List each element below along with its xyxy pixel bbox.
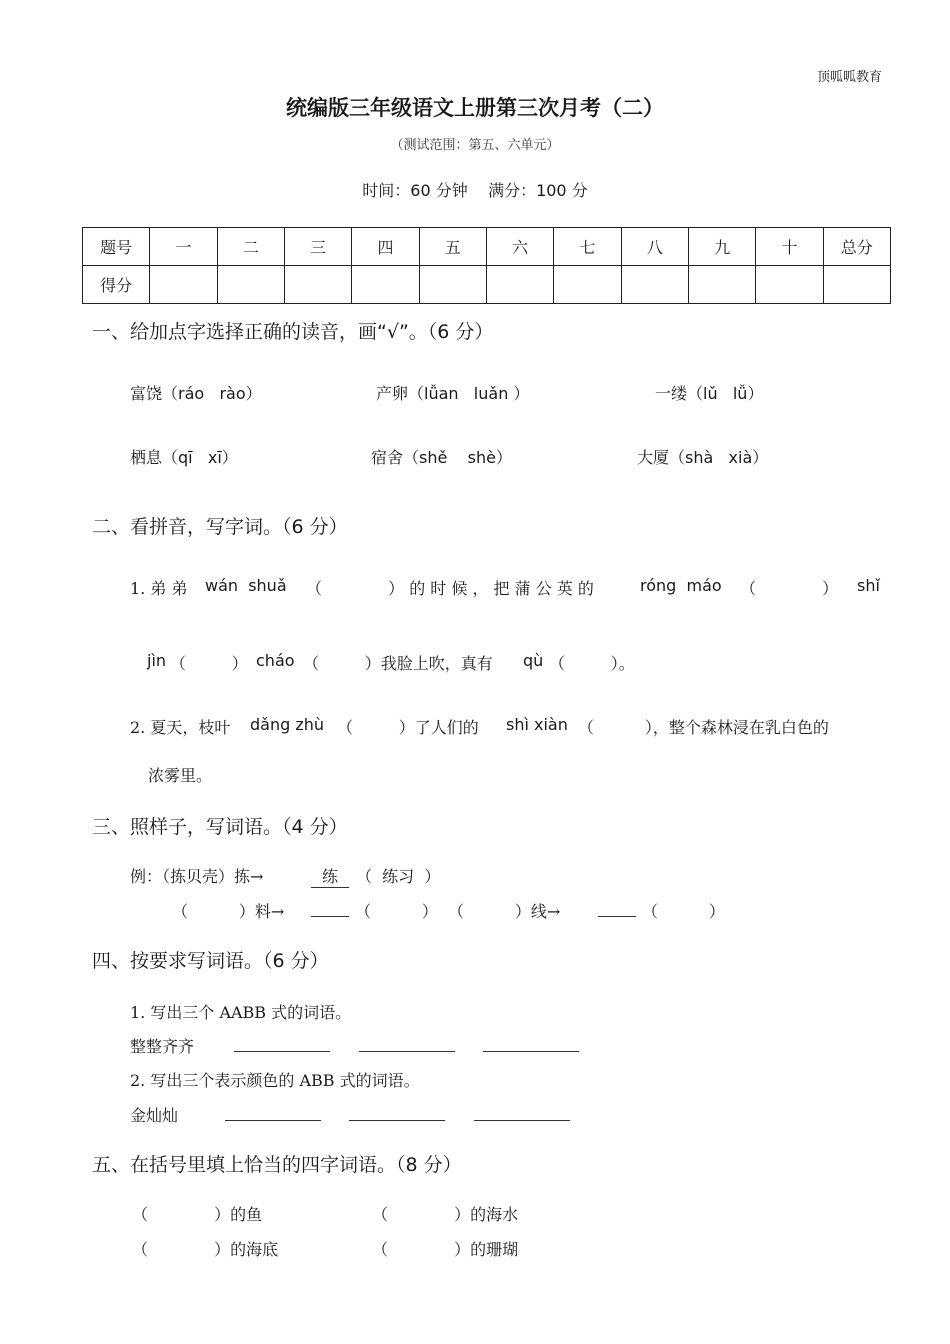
pronunciation-item [637, 445, 768, 468]
score-cell[interactable] [756, 266, 823, 304]
pinyin-text: wán shuǎ [205, 576, 287, 595]
brand-label: 顶呱呱教育 [816, 70, 882, 85]
example-tail: （ 练习 ） [356, 867, 441, 886]
section2-heading: 二、看拼音，写字词。（6 分） [92, 516, 348, 538]
q2-2-line1-middle: （ ）了人们的 [337, 718, 479, 737]
item-word: 宿舍 [371, 448, 404, 467]
pronunciation-item [655, 381, 763, 404]
pronunciation-item [130, 381, 262, 404]
table-cell: 题号 [83, 228, 150, 266]
item-word: 产卵 [376, 384, 409, 403]
answer-line[interactable] [483, 1051, 579, 1052]
q4-1: 1. 写出三个 AABB 式的词语。 [130, 1003, 352, 1022]
item-word: 一缕 [655, 384, 688, 403]
fill-item[interactable]: （ ）的海底 [132, 1240, 279, 1259]
score-cell[interactable] [823, 266, 890, 304]
section4-heading: 四、按要求写词语。（6 分） [92, 950, 329, 972]
time-score-info: 时间：60 分钟 满分：100 分 [362, 181, 588, 200]
example-line: 例：（拣贝壳）拣→ [130, 867, 264, 886]
fill-item[interactable]: （ ）的海水 [372, 1205, 519, 1224]
answer-line[interactable] [311, 916, 349, 917]
section5-heading: 五、在括号里填上恰当的四字词语。（8 分） [92, 1154, 462, 1176]
q4-2: 2. 写出三个表示颜色的 ABB 式的词语。 [130, 1071, 420, 1090]
table-cell: 得分 [83, 266, 150, 304]
answer-line[interactable] [225, 1120, 321, 1121]
pinyin-text: róng máo [640, 576, 722, 595]
answer-line[interactable] [234, 1051, 330, 1052]
answer-blank[interactable]: （ ）。 [549, 654, 635, 673]
score-cell[interactable] [217, 266, 284, 304]
table-cell: 二 [217, 228, 284, 266]
fill-item[interactable]: （ ）的珊瑚 [372, 1240, 519, 1259]
item-word: 富饶 [130, 384, 163, 403]
pinyin-text: cháo [256, 651, 295, 670]
example-answer: 练 [311, 864, 349, 888]
section3-heading: 三、照样子，写词语。（4 分） [92, 816, 348, 838]
q2-1-line1-middle: （ ） 的 时 候 ， 把 蒲 公 英 的 [306, 579, 594, 598]
item-options[interactable]: （ráo rào） [162, 384, 262, 403]
table-cell: 六 [486, 228, 553, 266]
answer-blank[interactable]: （ ） [170, 654, 248, 673]
answer-line[interactable] [474, 1120, 570, 1121]
practice-middle[interactable]: （ ） （ ）线→ [355, 902, 561, 921]
item-options[interactable]: （qī xī） [162, 448, 238, 467]
q2-1-line2-middle: （ ）我脸上吹，真有 [303, 654, 493, 673]
score-table-header-row [83, 228, 891, 266]
page-subtitle: （测试范围：第五、六单元） [390, 138, 560, 153]
score-table-score-row [83, 266, 891, 304]
pinyin-text: shǐ [857, 576, 880, 595]
table-cell: 一 [150, 228, 217, 266]
table-cell: 九 [688, 228, 755, 266]
score-cell[interactable] [284, 266, 351, 304]
item-options[interactable]: （lǚan luǎn ） [408, 384, 530, 403]
answer-line[interactable] [598, 916, 636, 917]
pinyin-text: jìn [147, 651, 167, 670]
item-word: 栖息 [130, 448, 163, 467]
score-cell[interactable] [688, 266, 755, 304]
fill-item[interactable]: （ ）的鱼 [132, 1205, 263, 1224]
pinyin-text: qù [523, 651, 544, 670]
table-cell: 七 [554, 228, 621, 266]
score-table [82, 227, 891, 304]
pronunciation-item [130, 445, 238, 468]
item-options[interactable]: （shě shè） [403, 448, 513, 467]
answer-blank[interactable]: （ ） [740, 579, 839, 598]
practice-tail[interactable]: （ ） [642, 902, 725, 921]
q4-1-example: 整整齐齐 [130, 1037, 195, 1056]
score-cell[interactable] [419, 266, 486, 304]
page-title: 统编版三年级语文上册第三次月考（二） [286, 96, 664, 120]
table-cell: 五 [419, 228, 486, 266]
score-cell[interactable] [554, 266, 621, 304]
item-options[interactable]: （shà xià） [669, 448, 769, 467]
q2-2-line2: 浓雾里。 [148, 766, 213, 785]
table-cell: 三 [284, 228, 351, 266]
q4-2-example: 金灿灿 [130, 1106, 179, 1125]
score-cell[interactable] [621, 266, 688, 304]
q2-2-line1: 2. 夏天，枝叶 [130, 718, 231, 737]
pinyin-text: shì xiàn [506, 715, 568, 734]
score-cell[interactable] [486, 266, 553, 304]
table-cell: 八 [621, 228, 688, 266]
pinyin-text: dǎng zhù [250, 715, 325, 734]
item-options[interactable]: （lǔ lǚ） [687, 384, 764, 403]
item-word: 大厦 [637, 448, 670, 467]
pronunciation-item [376, 381, 529, 404]
table-cell: 总分 [823, 228, 890, 266]
section1-heading: 一、给加点字选择正确的读音，画“√”。（6 分） [92, 321, 494, 343]
q2-2-line1-tail: （ ），整个森林浸在乳白色的 [578, 718, 829, 737]
score-cell[interactable] [150, 266, 217, 304]
practice-prefix[interactable]: （ ）料→ [172, 902, 285, 921]
table-cell: 四 [352, 228, 419, 266]
q2-1-line1: 1. 弟 弟 [130, 579, 188, 598]
score-cell[interactable] [352, 266, 419, 304]
answer-line[interactable] [359, 1051, 455, 1052]
answer-line[interactable] [349, 1120, 445, 1121]
pronunciation-item [371, 445, 512, 468]
table-cell: 十 [756, 228, 823, 266]
